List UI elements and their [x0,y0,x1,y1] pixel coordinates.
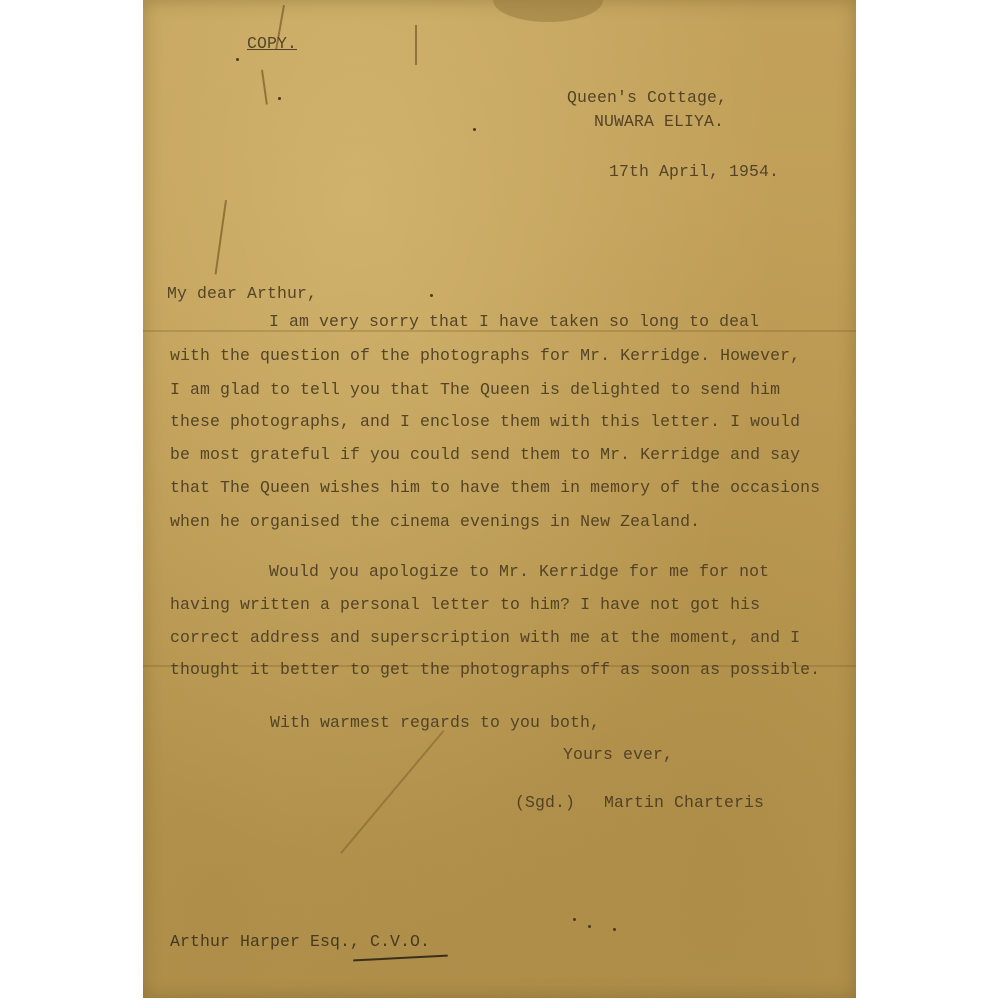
letter-date: 17th April, 1954. [609,162,780,181]
closing: Yours ever, [563,745,674,764]
paper-tear [493,0,603,22]
copy-label: COPY. [247,34,298,53]
paper-speck [613,928,616,931]
paper-speck [236,58,239,61]
closing-regards: With warmest regards to you both, [270,713,601,732]
paper-speck [430,294,433,297]
body-line: when he organised the cinema evenings in New Zealand. [170,512,701,531]
signatory-name: Martin Charteris [604,793,765,812]
address-line-1: Queen's Cottage, [567,88,728,107]
address-line-2: NUWARA ELIYA. [594,112,725,131]
paper-speck [588,925,591,928]
body-line: having written a personal letter to him? I have not got his [170,595,761,614]
paper-crease [215,200,227,275]
body-line: be most grateful if you could send them to Mr. Kerridge and say [170,445,801,464]
recipient: Arthur Harper Esq., C.V.O. [170,932,431,951]
paper-crease [261,70,267,105]
signed-marker: (Sgd.) [515,793,576,812]
body-line: Would you apologize to Mr. Kerridge for me for not [269,562,770,581]
paper-speck [573,918,576,921]
paper-speck [473,128,476,131]
body-line: correct address and superscription with me at the moment, and I [170,628,801,647]
paper-crease [415,25,417,65]
salutation: My dear Arthur, [167,284,318,303]
body-line: that The Queen wishes him to have them in memory of the occasions [170,478,821,497]
body-line: I am glad to tell you that The Queen is delighted to send him [170,380,781,399]
paper-speck [278,97,281,100]
body-line: with the question of the photographs for Mr. Kerridge. However, [170,346,801,365]
body-line: I am very sorry that I have taken so long to deal [269,312,760,331]
body-line: these photographs, and I enclose them with this letter. I would [170,412,801,431]
recipient-underline [353,955,448,962]
body-line: thought it better to get the photographs off as soon as possible. [170,660,821,679]
paper-crease [340,730,444,854]
letter-page [143,0,856,998]
